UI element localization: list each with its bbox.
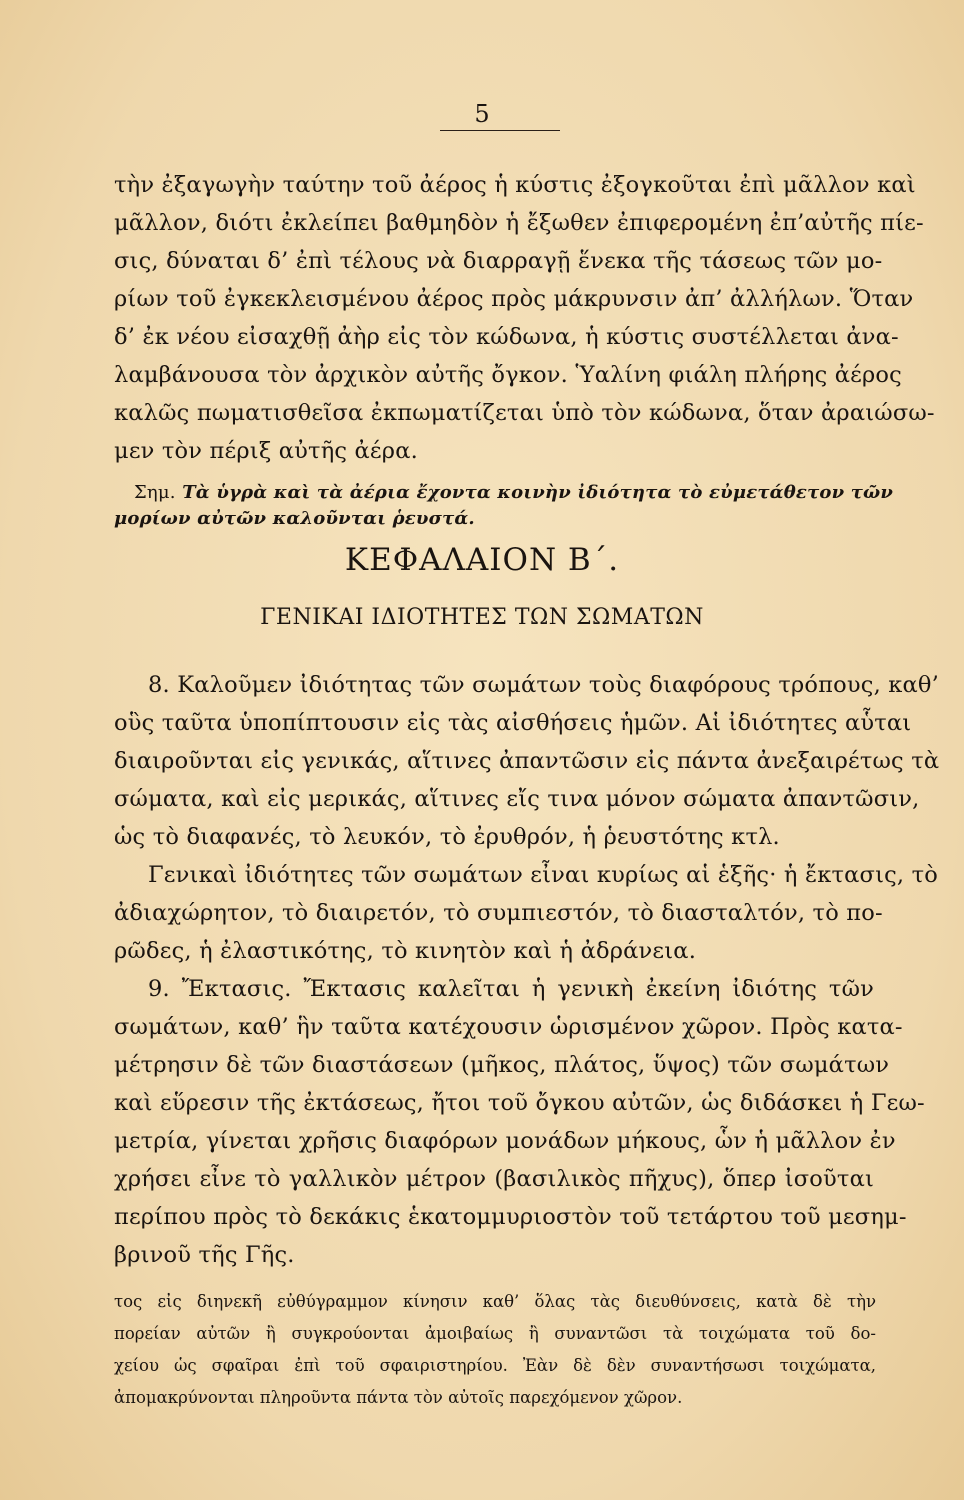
text-line: μεν τὸν πέριξ αὐτῆς ἀέρα. (114, 438, 418, 464)
page-number-ornament (440, 130, 560, 135)
note-text: Τὰ ὑγρὰ καὶ τὰ ἀέρια ἔχοντα κοινὴν ἰδιότητα τὸ εὐμετάθετον τῶν (182, 482, 894, 503)
note-line: μορίων αὐτῶν καλοῦνται ῥευστά. (114, 508, 475, 529)
footnote-line: τος εἰς διηνεκῆ εὐθύγραμμον κίνησιν καθ’ ὅλας τὰς διευθύνσεις, κατὰ δὲ τὴν (114, 1292, 876, 1311)
chapter-title: ΚΕΦΑΛΑΙΟΝ Β΄. (344, 542, 620, 578)
page-number: 5 (474, 100, 490, 128)
text-line: καλῶς πωματισθεῖσα ἐκπωματίζεται ὑπὸ τὸν κώδωνα, ὅταν ἀραιώσω- (114, 400, 935, 426)
text-line: ὡς τὸ διαφανές, τὸ λευκόν, τὸ ἐρυθρόν, ἡ ῥευστότης κτλ. (114, 824, 780, 850)
text-line: σώματα, καὶ εἰς μερικάς, αἵτινες εἴς τινα μόνον σώματα ἀπαντῶσιν, (114, 786, 920, 812)
text-line: μετρία, γίνεται χρῆσις διαφόρων μονάδων μήκους, ὧν ἡ μᾶλλον ἐν (114, 1128, 896, 1154)
text-line: καὶ εὕρεσιν τῆς ἐκτάσεως, ἤτοι τοῦ ὄγκου αὐτῶν, ὡς διδάσκει ἡ Γεω- (114, 1090, 925, 1116)
note-label: Σημ. (134, 482, 176, 503)
text-line: μᾶλλον, διότι ἐκλείπει βαθμηδὸν ἡ ἔξωθεν ἐπιφερομένη ἐπ’αὐτῆς πίε- (114, 210, 924, 236)
text-line: ρῶδες, ἡ ἐλαστικότης, τὸ κινητὸν καὶ ἡ ἀδράνεια. (114, 938, 697, 964)
text-line: Γενικαὶ ἰδιότητες τῶν σωμάτων εἶναι κυρίως αἱ ἑξῆς· ἡ ἔκτασις, τὸ (148, 862, 939, 888)
text-line: μέτρησιν δὲ τῶν διαστάσεων (μῆκος, πλάτος, ὕψος) τῶν σωμάτων (114, 1052, 890, 1078)
text-line: ἀδιαχώρητον, τὸ διαιρετόν, τὸ συμπιεστόν, τὸ διασταλτόν, τὸ πο- (114, 900, 883, 926)
text-line: οὓς ταῦτα ὑποπίπτουσιν εἰς τὰς αἰσθήσεις ἡμῶν. Αἱ ἰδιότητες αὗται (114, 710, 912, 736)
footnote-line: χείου ὡς σφαῖραι ἐπὶ τοῦ σφαιριστηρίου. Ἐὰν δὲ δὲν συναντήσωσι τοιχώματα, (114, 1356, 876, 1375)
text-line: βρινοῦ τῆς Γῆς. (114, 1242, 295, 1268)
text-line: σις, δύναται δ’ ἐπὶ τέλους νὰ διαρραγῇ ἕνεκα τῆς τάσεως τῶν μο- (114, 248, 883, 274)
text-line: ρίων τοῦ ἐγκεκλεισμένου ἀέρος πρὸς μάκρυνσιν ἀπ’ ἀλλήλων. Ὅταν (114, 286, 914, 312)
text-line: 8. Καλοῦμεν ἰδιότητας τῶν σωμάτων τοὺς διαφόρους τρόπους, καθ’ (148, 672, 940, 698)
footnote-line: ἀπομακρύνονται πληροῦντα πάντα τὸν αὐτοῖς παρεχόμενον χῶρον. (114, 1388, 683, 1407)
text-line: τὴν ἐξαγωγὴν ταύτην τοῦ ἀέρος ἡ κύστις ἐξογκοῦται ἐπὶ μᾶλλον καὶ (114, 172, 916, 198)
footnote-line: πορείαν αὐτῶν ἢ συγκρούονται ἀμοιβαίως ἢ συναντῶσι τὰ τοιχώματα τοῦ δο- (114, 1324, 876, 1343)
text-line: σωμάτων, καθ’ ἣν ταῦτα κατέχουσιν ὡρισμένον χῶρον. Πρὸς κατα- (114, 1014, 903, 1040)
section-title: ΓΕΝΙΚΑΙ ΙΔΙΟΤΗΤΕΣ ΤΩΝ ΣΩΜΑΤΩΝ (260, 605, 704, 630)
text-line: περίπου πρὸς τὸ δεκάκις ἑκατομμυριοστὸν τοῦ τετάρτου τοῦ μεσημ- (114, 1204, 907, 1230)
text-line: δ’ ἐκ νέου εἰσαχθῇ ἀὴρ εἰς τὸν κώδωνα, ἡ κύστις συστέλλεται ἀνα- (114, 324, 899, 350)
text-line: χρήσει εἶνε τὸ γαλλικὸν μέτρον (βασιλικὸς πῆχυς), ὅπερ ἰσοῦται (114, 1166, 874, 1192)
text-line: λαμβάνουσα τὸν ἀρχικὸν αὐτῆς ὄγκον. Ὑαλίνη φιάλη πλήρης ἀέρος (114, 362, 902, 388)
text-line: 9. Ἔκτασις. Ἔκτασις καλεῖται ἡ γενικὴ ἐκείνη ἰδιότης τῶν (148, 976, 874, 1002)
text-line: διαιροῦνται εἰς γενικάς, αἵτινες ἀπαντῶσιν εἰς πάντα ἀνεξαιρέτως τὰ (114, 748, 940, 774)
